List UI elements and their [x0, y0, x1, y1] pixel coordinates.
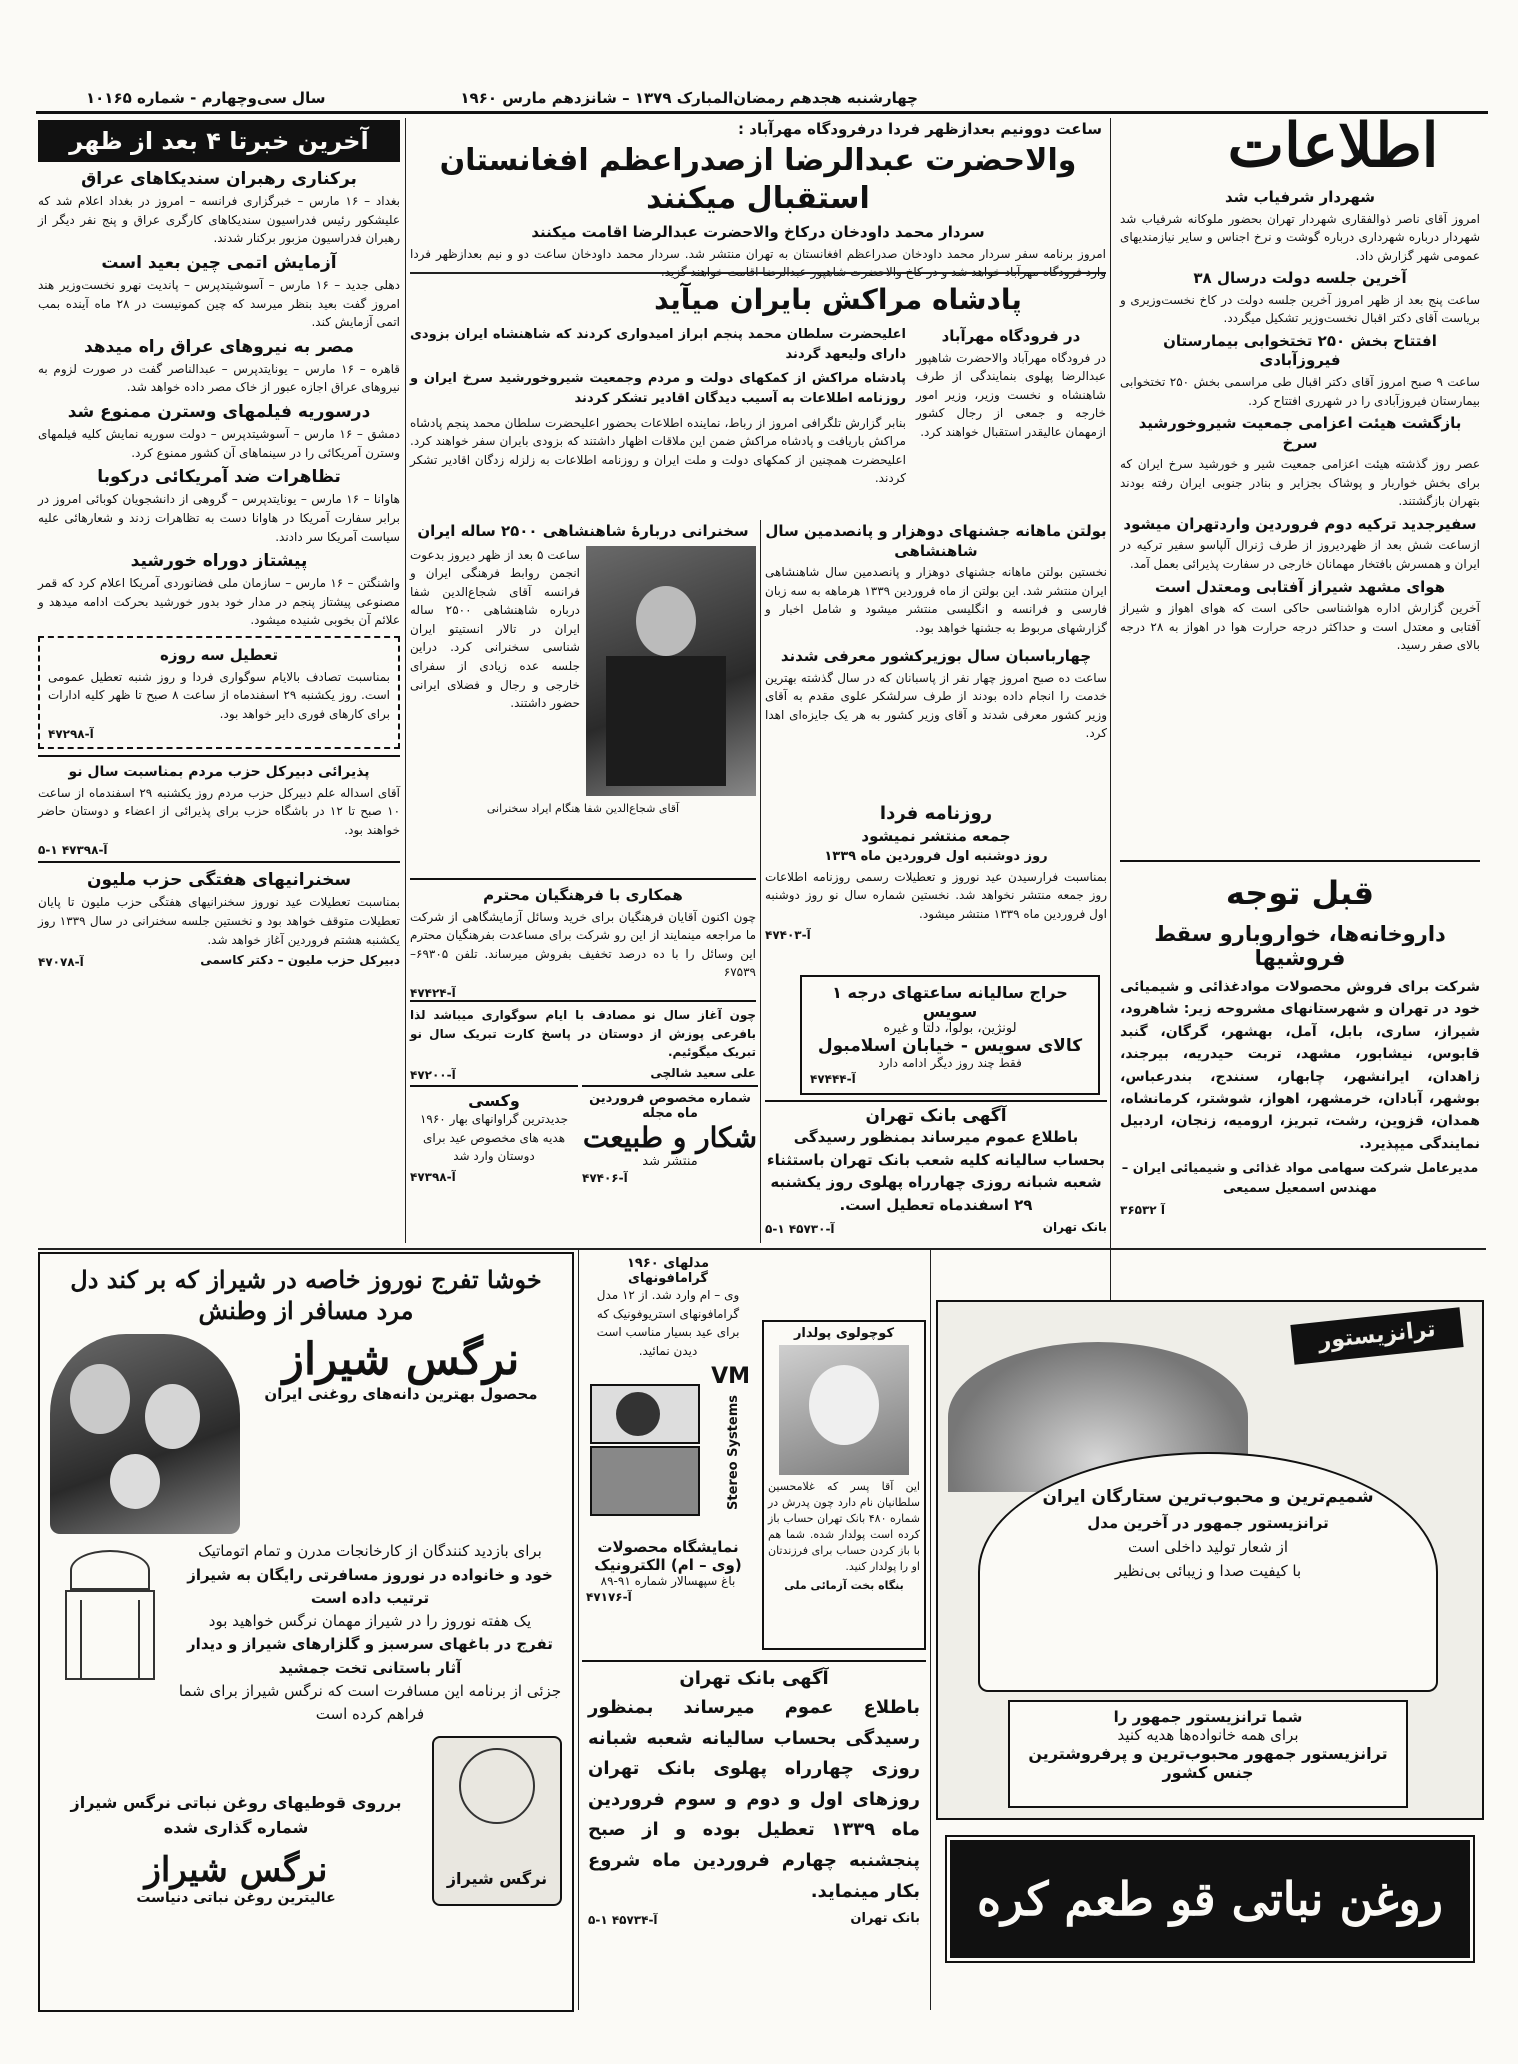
party-body: آقای اسداله علم دبیرکل حزب مردم روز یکشنبه ۲۹ اسفندماه از ساعت ۱۰ صبح تا ۱۲ در باشگاه حزب برای پذیرائی از اعضاء و دوستان حاضر خواهند بود.	[38, 785, 401, 837]
news-body: دهلی جدید – ۱۶ مارس – آسوشیتدپرس – پاندیت نهرو نخست‌وزیر هند امروز گفت بعید بنظر میرسد که چین کمونیست در ۲۸ ماه آینده بمب اتمی آزمایش کند.	[38, 277, 400, 330]
party-head: پذیرائی دبیرکل حزب مردم بمناسبت سال نو	[68, 764, 370, 781]
item-body: عصر روز گذشته هیئت اعزامی جمعیت شیر و خورشید سرخ ایران که برای بخش خواربار و پوشاک بجزایر و بنادر جنوبی ایران رفته بودند بتهران بازگشتند.	[1120, 457, 1480, 509]
narges-brand-bottom: نرگس شیراز	[144, 1850, 328, 1891]
morocco-body: بنابر گزارش تلگرافی امروز از رباط، نماینده اطلاعات بحضور اعلیحضرت سلطان محمد پنجم پادشاه مراکش باریافت و پادشاه مراکش ضمن این ملاقات اظهار داشتند که بزودی بایران سفر خواهند کرد. اعلیحضرت همچنین از کمکهای دولت و ملت ایران و روزنامه اطلاعات به زلزله زدگان اقادیر تشکر کردند.	[410, 415, 906, 486]
cooperation-body: چون اکنون آقایان فرهنگیان برای خرید وسائل آزمایشگاهی از شرکت ما مراجعه مینمایند از این رو شرکت برای مساعدت بفرهنگیان محترم این وسائل را با ده درصد تخفیف بفروش میرساند. تلفن ۶۹۳۰۵–۶۷۵۳۹	[410, 909, 756, 980]
bulletin-story	[765, 520, 1107, 640]
news-body: واشنگتن – ۱۶ مارس – سازمان ملی فضانوردی آمریکا اعلام کرد که قمر مصنوعی پیشتاز پنجم در مدار خود بدور خورشید بحرکت ادامه میدهد و علائم آن بخوبی شنیده میشود.	[38, 576, 400, 628]
notice-head: داروخانه‌ها، خواروبارو سقط فروشیها	[1154, 922, 1446, 970]
narges-line: برروی قوطیهای روغن نباتی نرگس شیراز شماره گذاری شده	[70, 1792, 402, 1837]
narges-bottom: عالیترین روغن نباتی دنیاست	[136, 1890, 336, 1907]
ad-code: آ-۴۷۳۹۸	[410, 1169, 456, 1184]
ad-code: آ-۴۷۲۰۰	[410, 1067, 456, 1082]
item-head: شهردار شرفیاب شد	[1224, 188, 1376, 206]
watch-sale-ad	[800, 975, 1100, 1095]
party-notice	[38, 755, 400, 857]
morocco-bullet: پادشاه مراکش از کمکهای دولت و مردم وجمعیت شیروخورشید سرخ ایران و روزنامه اطلاعات به آسیب دیدگان اقادیر تشکر کردند	[410, 371, 906, 407]
airport-head: در فرودگاه مهرآباد	[941, 327, 1081, 345]
notice-title: قبل توجه	[1225, 874, 1375, 912]
speech-head: سخنرانی دربارهٔ شاهنشاهی ۲۵۰۰ ساله ایران	[417, 522, 749, 540]
vm-brand: VM	[711, 1364, 750, 1390]
news-body: بغداد – ۱۶ مارس – خبرگزاری فرانسه – امروز در بغداد اعلام شد که علیشکور رئیس فدراسیون سندیکاهای کارگری عراق و پنج نفر دیگر از رهبران فدراسیون مزبور برکنار شدند.	[38, 194, 400, 246]
newspaper-logo: اطلاعات	[1227, 111, 1439, 181]
condolence-ad	[410, 1000, 756, 1080]
vm-gramophone-ad	[582, 1252, 754, 1652]
magazine-name: شکار و طبیعت	[582, 1121, 758, 1154]
bank2-head: آگهی بانک تهران	[679, 1668, 829, 1689]
magazine-ad	[582, 1085, 758, 1235]
bank-head: آگهی بانک تهران	[865, 1106, 1007, 1126]
lead-body: امروز برنامه سفر سردار محمد داودخان صدراعظم افغانستان به تهران منتشر شد. سردار محمد داودخان ساعت دو و نیم بعدازظهر فردا	[410, 246, 1106, 261]
baby-head: کوچولوی پولدار	[793, 1326, 895, 1341]
condolence-body: چون آغاز سال نو مصادف با ایام سوگواری میباشد لذا بافرعی پوزش از دوستان در پاسخ کارت تبریک سال نو تبریک میگوئیم.	[410, 1008, 756, 1060]
lead-kicker: ساعت دوونیم بعدازظهر فردا درفرودگاه مهرآباد :	[738, 120, 1102, 138]
narges-can	[432, 1736, 562, 1906]
news-body: هاوانا – ۱۶ مارس – یونایتدپرس – گروهی از دانشجویان کوبائی امروز در برابر سفارت آمریکا در هاوانا دست به تظاهرات زدند و شعارهائی علیه سیاست آمریکا سر دادند.	[38, 492, 400, 544]
bank2-body: باطلاع عموم میرساند بمنظور رسیدگی بحساب سالیانه شعبه شبانه روزی چهارراه پهلوی بانک تهران روزهای اول و دوم و سوم فروردین ماه ۱۳۳۹ تعطیل بوده و از صبح پنجشنبه چهارم فروردین ماه شروع بکار مینماید.	[588, 1697, 921, 1902]
closure-head: تعطیل سه روزه	[160, 646, 278, 665]
bulletin-body: نخستین بولتن ماهانه جشنهای دوهزار و پانصدمین سال شاهنشاهی ایران منتشر شد. این بولتن از ماه فروردین ۱۳۳۹ هرماهه به سه زبان فارسی و فرانسه و انگلیسی منتشر میشود و شامل اخبار و گزارشهای مربوط به جشنها خواهد بود.	[765, 565, 1108, 635]
vaksi-head: وکسی	[468, 1091, 520, 1110]
police-head: چهارباسبان سال بوزیرکشور معرفی شدند	[780, 647, 1092, 665]
ad-code: آ-۴۷۲۹۸	[48, 727, 94, 742]
fan-line: با کیفیت صدا و زیبائی بی‌نظیر	[1114, 1562, 1302, 1581]
photo-caption: آقای شجاع‌الدین شفا هنگام ایراد سخنرانی	[486, 801, 680, 815]
speech-notice-head: سخنرانیهای هفتگی حزب ملیون	[86, 870, 352, 891]
bank2-sign: بانک تهران	[850, 1911, 920, 1927]
speaker-photo	[586, 546, 756, 796]
watch-sub: لونژین، بولوا، دلتا و غیره	[883, 1021, 1017, 1036]
vaksi-ad	[410, 1085, 578, 1235]
issue-number: سال سی‌وچهارم - شماره ۱۰۱۶۵	[86, 88, 326, 107]
rich-baby-ad	[762, 1320, 926, 1650]
magazine-sub: منتشر شد	[642, 1154, 698, 1169]
news-head: برکناری رهبران سندیکاهای عراق	[81, 169, 357, 189]
tomorrow-head: روزنامه فردا	[879, 803, 993, 824]
item-body: ساعت پنج بعد از ظهر امروز آخرین جلسه دولت در کاخ نخست‌وزیری و بریاست آقای دکتر اقبال نخست‌وزیر تشکیل میگردد.	[1120, 292, 1480, 326]
morocco-bullet: اعلیحضرت سلطان محمد پنجم ابراز امیدواری کردند که شاهنشاه ایران بزودی دارای ولیعهد گردند	[410, 327, 906, 363]
issue-date: چهارشنبه هجدهم رمضان‌المبارک ۱۳۷۹ – شانزدهم مارس ۱۹۶۰	[460, 88, 918, 107]
item-head: افتتاح بخش ۲۵۰ تختخوابی بیمارستان فیروزآبادی	[1163, 331, 1437, 370]
fan-line: شمیم‌ترین و محبوب‌ترین ستارگان ایران	[1042, 1487, 1374, 1507]
vaksi-body: جدیدترین گراوانهای بهار ۱۹۶۰ هدیه های مخصوص عید برای دوستان وارد شد	[419, 1112, 569, 1164]
narges-line: یک هفته نوروز را در شیراز مهمان نرگس خواهید بود	[208, 1612, 532, 1631]
notice-body: شرکت برای فروش محصولات موادغذائی و شیمیائی خود در تهران و شهرستانهای مشروحه زیر: شاهرود، شیراز، ساری، بابل، آمل، بهشهر، گرگان، گنبد قابوس، نیشابور، مشهد، تربت حیدریه، بیرجند، زاهدان، ایرانشهر، چابهار، سنندج، بندرعباس، بوشهر، آبادان، خرمشهر، اهواز، شوشتر، کرمانشاه، همدان، قزوین، رشت، تبریز، ارومیه، زنجان، اردبیل نمایندگی میپذیرد.	[1120, 979, 1480, 1152]
magazine-head: شماره مخصوص فروردین ماه مجله	[589, 1091, 751, 1121]
ad-code: ۳۶۵۳۲ آ	[1120, 1203, 1165, 1218]
item-head: هوای مشهد شیراز آفتابی ومعتدل است	[1154, 577, 1446, 596]
left-column	[38, 120, 400, 1245]
narges-line: برای بازدید کنندگان از کارخانجات مدرن و تمام اتوماتیک	[198, 1542, 542, 1561]
news-head: درسوریه فیلمهای وسترن ممنوع شد	[67, 402, 371, 423]
speech-story	[410, 520, 756, 870]
fan-line: ترانزیستور جمهور در آخرین مدل	[1087, 1514, 1329, 1533]
item-body: امروز آقای ناصر ذوالفقاری شهردار تهران بحضور ملوکانه شرفیاب شد شهردار درباره شهرداری درباره گوشت و نرخ اجناس و سایر نیازمندیهای عمومی شهر گزارش داد.	[1120, 211, 1480, 263]
watch-head: حراج سالیانه ساعتهای درجه ۱ سویس	[832, 983, 1068, 1021]
tomorrow-sub: جمعه منتشر نمیشود	[861, 827, 1011, 846]
narges-slogan: خوشا تفرج نوروز خاصه در شیراز که بر کند دل مرد مسافر از وطنش	[70, 1265, 542, 1326]
ad-code: آ-۴۷۰۷۸	[38, 955, 84, 970]
right-column	[1120, 186, 1480, 854]
ad-code: آ-۴۷۴۲۴	[410, 985, 456, 1000]
news-head: آزمایش اتمی چین بعید است	[101, 252, 337, 273]
lead-story	[410, 120, 1106, 270]
fan-line: از شعار تولید داخلی است	[1127, 1538, 1289, 1557]
tomorrow-body: بمناسبت فرارسیدن عید نوروز و تعطیلات رسمی روزنامه اطلاعات روز جمعه منتشر نخواهد شد. نخستین شماره سال نو روز دوشنبه اول فروردین ماه ۱۳۳۹ منتشر میشود.	[765, 869, 1107, 921]
bulletin-head: بولتن ماهانه جشنهای دوهزار و پانصدمین سال شاهنشاهی	[765, 522, 1107, 560]
pavilion-drawing	[50, 1540, 170, 1710]
bank-notice-2	[582, 1660, 926, 2005]
jomhur-banner: ترانزیستور	[1290, 1307, 1463, 1365]
qu-oil-ad	[950, 1840, 1470, 2036]
airport-sidebar	[916, 325, 1106, 492]
cooperation-head: همکاری با فرهنگیان محترم	[483, 886, 683, 904]
cooperation-ad	[410, 878, 756, 1000]
morocco-headline: پادشاه مراکش بایران میآید	[654, 283, 1022, 316]
vm-address: باغ سپهسالار شماره ۹۱-۸۹	[600, 1574, 736, 1589]
item-body: ازساعت شش بعد از ظهردیروز از طرف ژنرال آلپاسو سفیر ترکیه در ایران و همسرش بافتخار مهمانان خارجی در سفارت پذیرائی بعمل آمد.	[1120, 538, 1480, 572]
vm-store: (وی – ام) الکترونیک	[594, 1556, 742, 1575]
family-photo	[50, 1334, 240, 1534]
closure-body: بمناسبت تصادف بالایام سوگواری فردا و روز شنبه تعطیل عمومی است. روز یکشنبه ۲۹ اسفندماه از ساعت ۸ صبح تا ظهر کلیه ادارات برای کارهای فوری دایر خواهد بود.	[48, 669, 390, 721]
bank-body: باطلاع عموم میرساند بمنظور رسیدگی بحساب سالیانه کلیه شعب بانک تهران باستثناء شعبه شبانه روزی چهارراه پهلوی روز یکشنبه ۲۹ اسفندماه تعطیل است.	[766, 1128, 1106, 1214]
tomorrow-notice	[765, 800, 1107, 970]
speech-body: ساعت ۵ بعد از ظهر دیروز بدعوت انجمن روابط فرهنگی ایران و فرانسه آقای شجاع‌الدین شفا درباره شاهنشاهی ۲۵۰۰ ساله ایران در تالار انستیتو ایران شناسی سخنرانی کرد. دراین جلسه عده زیادی از سفرای خارجی و رجال و فضلای ایرانی حضور داشتند.	[410, 547, 580, 711]
ad-code: آ-۴۷۴۰۳	[765, 927, 811, 942]
item-body: ساعت ۹ صبح امروز آقای دکتر اقبال طی مراسمی بخش ۲۵۰ تختخوابی بیمارستان فیروزآبادی را در شهرری افتتاح کرد.	[1120, 374, 1480, 408]
baby-body: این آقا پسر که غلامحسین سلطانیان نام دارد چون پدرش در شماره ۴۸۰ بانک تهران حساب باز کرده است پولدار شده. شما هم با باز کردن حساب برای فرزندتان او را پولدار کنید.	[768, 1480, 920, 1573]
news-body: قاهره – ۱۶ مارس – یونایتدپرس – عبدالناصر گفت در صورت لزوم به نیروهای عراق اجازه عبور از خاک مصر داده خواهد شد.	[38, 361, 400, 395]
card-line: شما ترانزیستور جمهور را	[1113, 1708, 1303, 1726]
speech-notice	[38, 861, 400, 969]
card-line: برای همه خانواده‌ها هدیه کنید	[1117, 1726, 1299, 1744]
item-head: آخرین جلسه دولت درسال ۳۸	[1193, 269, 1407, 288]
can-label: نرگس شیراز	[446, 1869, 548, 1889]
ad-code: آ-۴۵۷۳۴ ۱-۵	[588, 1913, 658, 1928]
watch-shop: کالای سویس - خیابان اسلامبول	[817, 1036, 1083, 1056]
ad-code: آ-۴۷۴۰۶	[582, 1171, 628, 1185]
lead-headline: والاحضرت عبدالرضا ازصدراعظم افغانستان استقبال میکنند	[439, 143, 1077, 216]
bank-sign: بانک تهران	[1042, 1220, 1107, 1234]
oil-slogan: روغن نباتی قو طعم کره دارد	[977, 1872, 1443, 2036]
news-head: پیشتاز دوراه خورشید	[130, 551, 308, 572]
morocco-story	[410, 276, 1106, 516]
vm-display: نمایشگاه محصولات	[597, 1538, 739, 1557]
jomhur-card	[1008, 1700, 1408, 1808]
fan-cards	[978, 1452, 1438, 1692]
narges-line: تفرج در باغهای سرسبز و گلزارهای شیراز و دیدار آثار باستانی تخت جمشید	[187, 1635, 553, 1677]
gramophone-drawing	[586, 1364, 712, 1534]
item-head: سفیرجدید ترکیه دوم فروردین واردتهران میشود	[1123, 514, 1477, 533]
narges-tag: محصول بهترین دانه‌های روغنی ایران	[264, 1385, 538, 1404]
narges-line: خود و خانواده در نوروز مسافرتی رایگان به شیراز ترتیب داده است	[187, 1565, 553, 1607]
vm-stereo: Stereo Systems	[725, 1395, 741, 1511]
item-body: آخرین گزارش اداره هواشناسی حاکی است که هوای اهواز و شیراز آفتابی و معتدل است و حداکثر درجه حرارت هوا در اهواز به ۲۸ درجه بالای صفر رسید.	[1120, 601, 1480, 653]
airport-body: در فرودگاه مهرآباد والاحضرت شاهپور عبدالرضا پهلوی بنمایندگی از طرف شاهنشاه و نخست وزیر، وزیر امور خارجه و جمعی از رجال کشور ازمهمان عالیقدر استقبال خواهند کرد.	[916, 350, 1106, 439]
baby-sign: بنگاه بخت آزمائی ملی	[784, 1578, 904, 1592]
tomorrow-note: روز دوشنبه اول فروردین ماه ۱۳۳۹	[824, 848, 1048, 864]
bank-notice-1	[765, 1100, 1107, 1245]
police-story	[765, 645, 1107, 795]
closure-notice	[38, 636, 400, 749]
narges-brand: نرگس شیراز	[282, 1334, 520, 1386]
ad-code: آ-۴۷۳۹۸ ۱-۵	[38, 843, 108, 858]
card-line: ترانزیستور جمهور محبوب‌ترین و پرفروشترین جنس کشور	[1028, 1744, 1388, 1782]
narges-line: جزئی از برنامه این مسافرت است که نرگس شیراز برای شما فراهم کرده است	[178, 1681, 562, 1724]
vm-head: مدلهای ۱۹۶۰ گرامافونهای	[626, 1256, 710, 1286]
news-body: دمشق – ۱۶ مارس – آسوشیتدپرس – دولت سوریه نمایش کلیه فیلمهای وسترن آمریکائی را در سینماهای آن کشور ممنوع کرد.	[38, 427, 400, 460]
baby-photo	[779, 1345, 909, 1475]
ad-code: آ-۴۷۱۷۶	[586, 1590, 632, 1605]
vm-body: وی – ام وارد شد. از ۱۲ مدل گرامافونهای استریوفونیک که برای عید بسیار مناسب است دیدن نمائید.	[596, 1288, 740, 1358]
notice-sign: مدیرعامل شرکت سهامی مواد غذائی و شیمیائی ایران – مهندس اسمعیل سمیعی	[1121, 1161, 1479, 1197]
ad-code: آ-۴۵۷۳۰ ۱-۵	[765, 1222, 835, 1236]
condolence-sign: علی سعید شالچی	[650, 1065, 756, 1080]
item-head: بازگشت هیئت اعزامی جمعیت شیروخورشید سرخ	[1138, 414, 1462, 452]
jomhur-transistor-ad	[936, 1300, 1484, 1820]
notice-ad	[1120, 860, 1480, 1300]
lead-subhead: سردار محمد داودخان درکاخ والاحضرت عبدالرضا اقامت میکنند	[531, 223, 985, 241]
police-body: ساعت ده صبح امروز چهار نفر از پاسبانان که در سال گذشته بهترین خدمت را انجام داده بودند از طرف سرلشکر علوی مقدم به آقای وزیر کشور معرفی شدند و آقای وزیر کشور به هر یک جایزه‌ای اهدا کرد.	[765, 670, 1107, 741]
news-head: تظاهرات ضد آمریکائی درکوبا	[97, 467, 341, 488]
speech-notice-sign: دبیرکل حزب ملیون – دکتر کاسمی	[200, 953, 400, 968]
news-head: مصر به نیروهای عراق راه میدهد	[83, 336, 355, 357]
ad-code: آ-۴۷۴۴۴	[810, 1072, 856, 1086]
narges-shiraz-ad	[38, 1252, 574, 2012]
watch-note: فقط چند روز دیگر ادامه دارد	[878, 1056, 1022, 1070]
speech-notice-body: بمناسبت تعطیلات عید نوروز سخنرانیهای هفتگی حزب ملیون تا پایان تعطیلات متوقف خواهد بود و نخستین جلسه سخنرانی در سال ۱۳۳۹ روز یکشنبه هشتم فروردین آغاز خواهد شد.	[38, 895, 400, 947]
latest-news-banner: آخرین خبرتا ۴ بعد از ظهر	[38, 120, 400, 162]
